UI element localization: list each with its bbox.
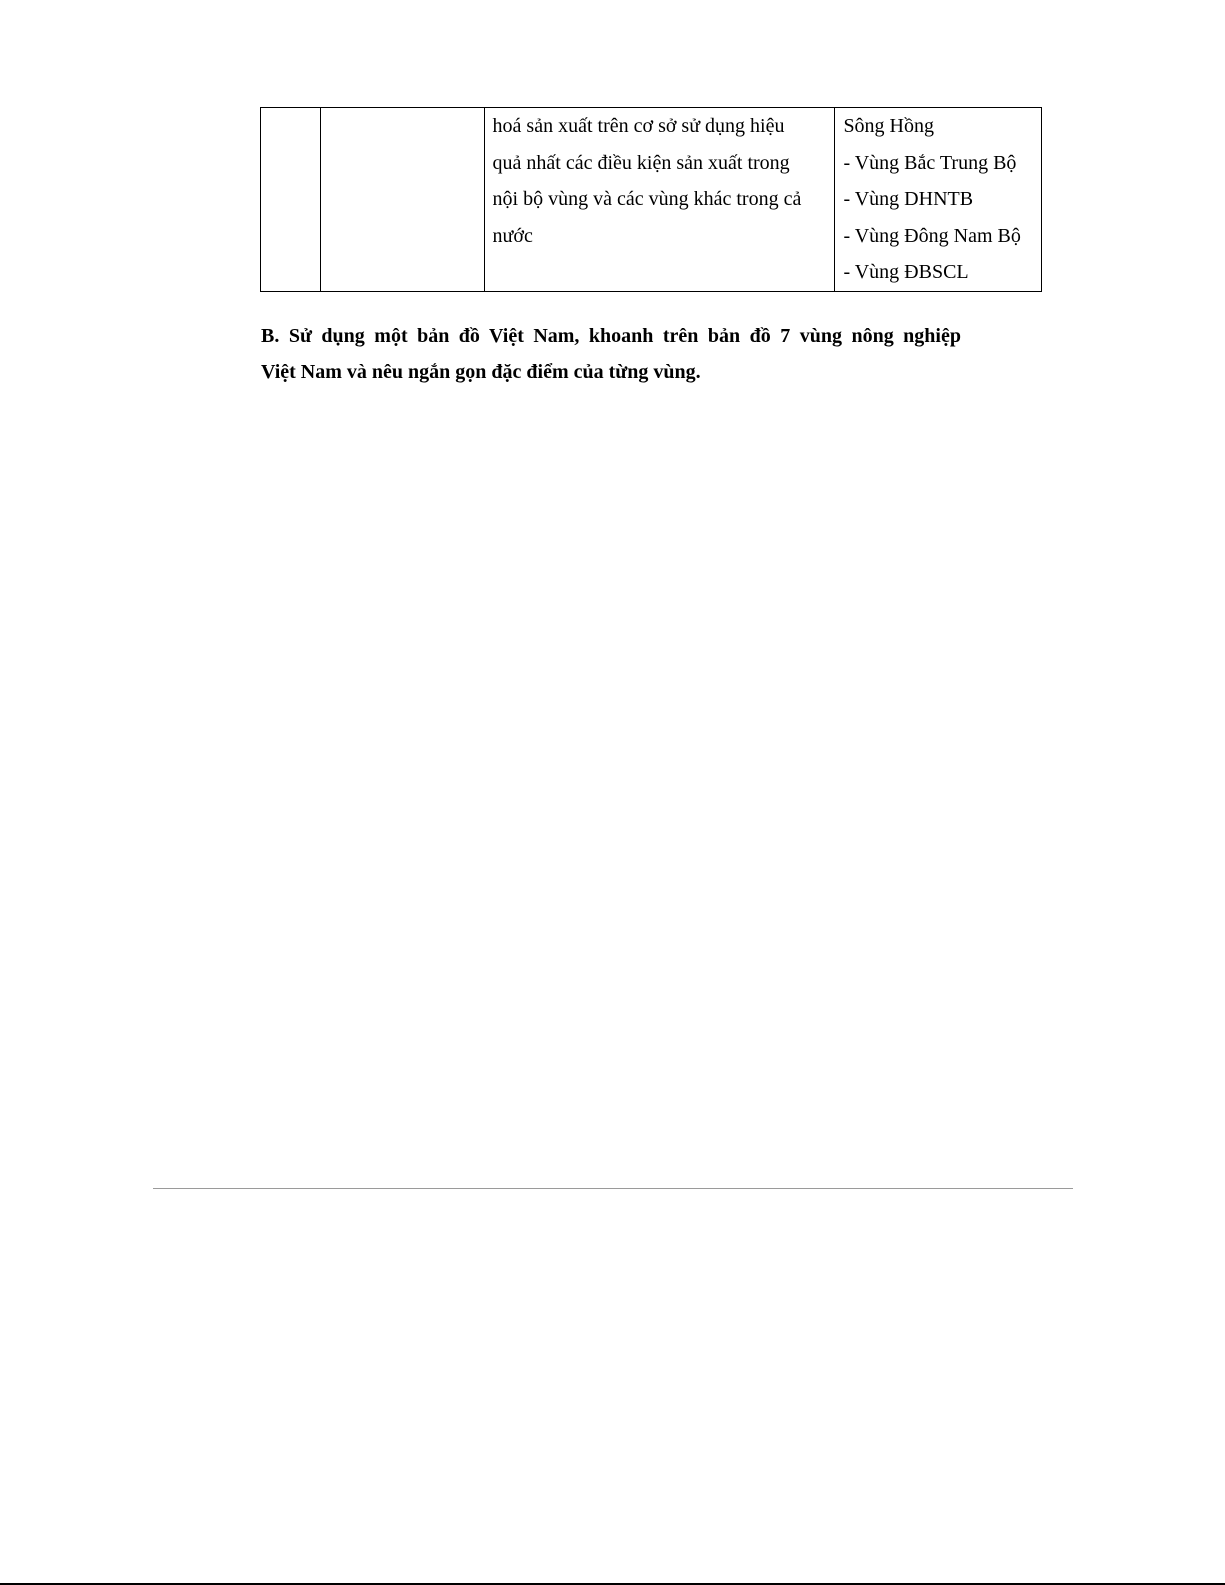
- table-cell-empty-2: [321, 108, 484, 292]
- region-line: - Vùng ĐBSCL: [843, 261, 969, 283]
- section-b-line-2: Việt Nam và nêu ngắn gọn đặc điểm của từng vùng.: [261, 361, 701, 383]
- region-line: - Vùng DHNTB: [843, 188, 974, 210]
- section-b-heading: [261, 318, 961, 390]
- region-line: - Vùng Bắc Trung Bộ: [843, 151, 1017, 174]
- region-line: - Vùng Đông Nam Bộ: [843, 224, 1021, 247]
- page-footer-divider: [153, 1188, 1073, 1189]
- description-line: nước: [492, 224, 533, 247]
- region-line: Sông Hồng: [843, 115, 935, 137]
- description-line: nội bộ vùng và các vùng khác trong cả: [492, 188, 802, 210]
- table-row: [261, 108, 1042, 292]
- description-line: hoá sản xuất trên cơ sở sử dụng hiệu: [492, 115, 785, 137]
- continuation-table: [260, 107, 1042, 292]
- description-line: quả nhất các điều kiện sản xuất trong: [492, 151, 790, 174]
- table-cell-empty-1: [261, 108, 321, 292]
- section-b-line-1: B. Sử dụng một bản đồ Việt Nam, khoanh trên bản đồ 7 vùng nông nghiệp: [261, 325, 961, 347]
- table-cell-description: [484, 108, 835, 292]
- table-cell-regions: [835, 108, 1042, 292]
